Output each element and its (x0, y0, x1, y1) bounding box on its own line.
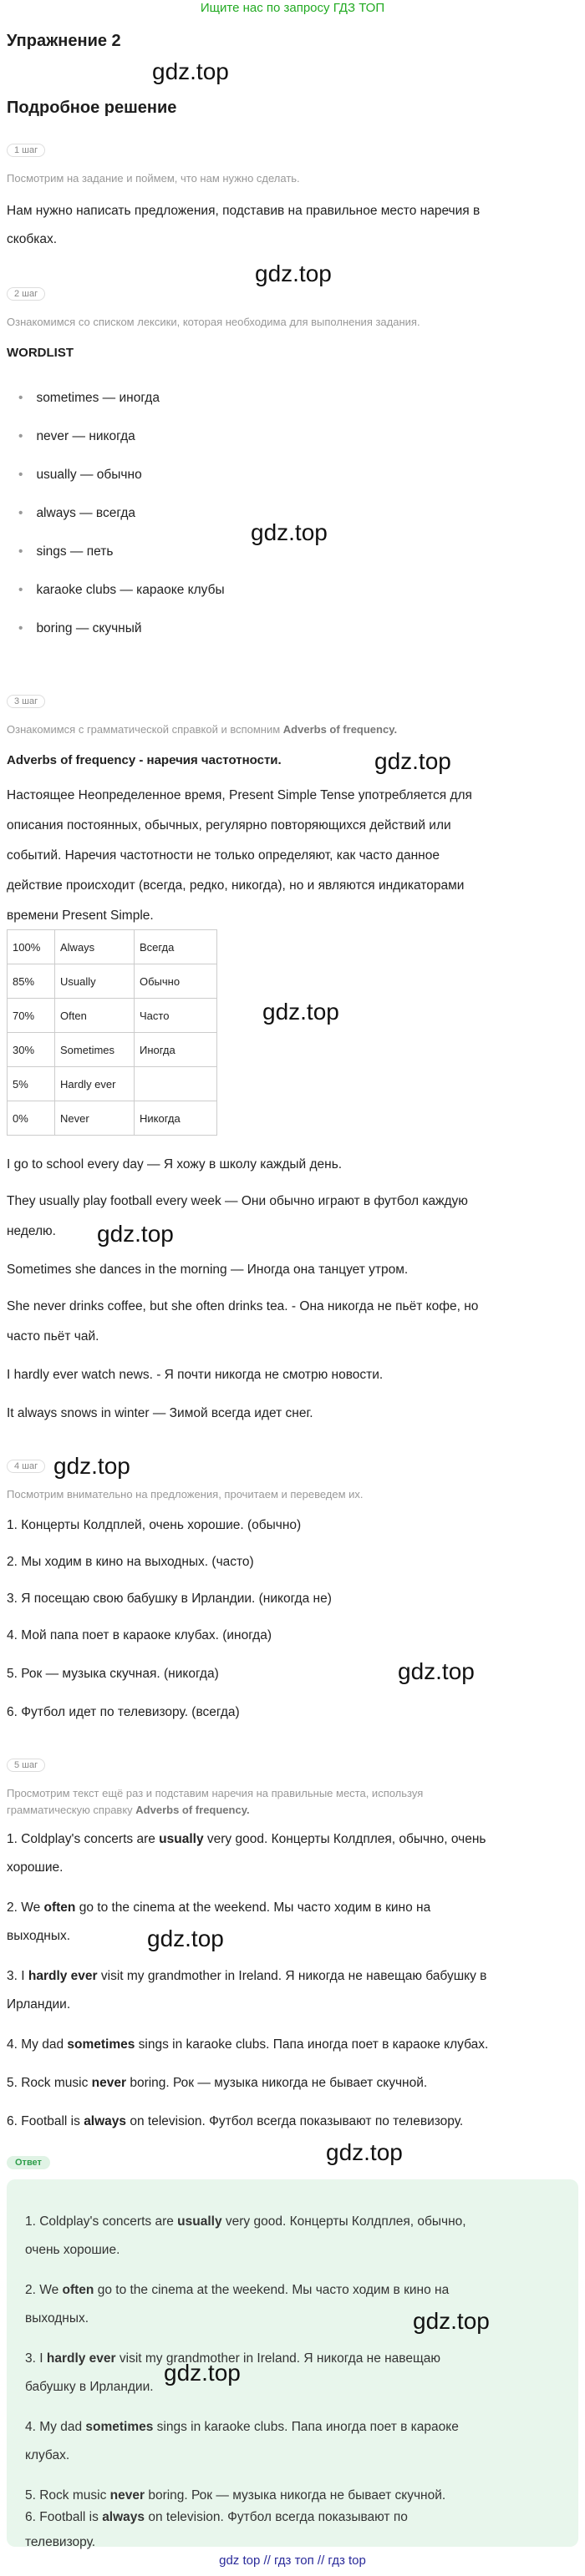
step-5-hint: Просмотрим текст ещё раз и подставим наречия на правильные места, используя (7, 1787, 424, 1799)
task-sentence: 1. Концерты Колдплей, очень хорошие. (обычно) (7, 1518, 302, 1532)
watermark: gdz.top (164, 2360, 241, 2386)
step-1-text-cont: скобках. (7, 232, 58, 246)
wordlist-item: • karaoke clubs — караоке клубы (18, 583, 225, 598)
table-row: 0% Never Никогда (8, 1101, 217, 1136)
wordlist-item: • always — всегда (18, 506, 135, 521)
step-badge-2: 2 шаг (7, 287, 45, 301)
table-row: 85% Usually Обычно (8, 964, 217, 999)
frequency-table (7, 929, 217, 1136)
solution-sentence: 5. Rock music never boring. Рок — музыка никогда не бывает скучной. (7, 2076, 428, 2090)
step-badge-3: 3 шаг (7, 695, 45, 708)
watermark: gdz.top (97, 1221, 174, 1247)
solution-sentence: 4. My dad sometimes sings in karaoke clubs. Папа иногда поет в караоке клубах. (7, 2037, 489, 2052)
answer-sentence-cont: бабушку в Ирландии. (25, 2380, 154, 2394)
wordlist-item: • boring — скучный (18, 621, 142, 636)
wordlist-item: • never — никогда (18, 429, 135, 444)
answer-sentence: 5. Rock music never boring. Рок — музыка никогда не бывает скучной. (25, 2488, 446, 2503)
grammar-paragraph: Настоящее Неопределенное время, Present Simple Tense употребляется для (7, 788, 472, 802)
task-sentence: 3. Я посещаю свою бабушку в Ирландии. (никогда не) (7, 1592, 332, 1606)
task-sentence: 2. Мы ходим в кино на выходных. (часто) (7, 1555, 254, 1569)
grammar-heading: Adverbs of frequency - наречия частотности. (7, 753, 282, 767)
step-badge-4: 4 шаг (7, 1460, 45, 1473)
task-sentence: 5. Рок — музыка скучная. (никогда) (7, 1667, 219, 1681)
watermark: gdz.top (413, 2308, 490, 2334)
solution-sentence-cont: Ирландии. (7, 1997, 71, 2012)
promo-banner[interactable]: Ищите нас по запросу ГДЗ ТОП (200, 1, 385, 15)
step-2-hint: Ознакомимся со списком лексики, которая необходима для выполнения задания. (7, 316, 420, 328)
watermark: gdz.top (262, 999, 339, 1025)
watermark: gdz.top (326, 2139, 403, 2165)
example-sentence: Sometimes she dances in the morning — Иногда она танцует утром. (7, 1263, 409, 1277)
table-row: 5% Hardly ever (8, 1067, 217, 1101)
example-sentence: I go to school every day — Я хожу в школу каждый день. (7, 1157, 343, 1172)
solution-sentence: 3. I hardly ever visit my grandmother in Ireland. Я никогда не навещаю бабушку в (7, 1969, 487, 1983)
wordlist-title: WORDLIST (7, 346, 74, 360)
answer-sentence: 1. Coldplay's concerts are usually very good. Концерты Колдплея, обычно, (25, 2214, 466, 2229)
example-sentence: It always snows in winter — Зимой всегда идет снег. (7, 1406, 313, 1420)
answer-sentence: 6. Football is always on television. Футбол всегда показывают по (25, 2510, 408, 2524)
watermark: gdz.top (255, 261, 332, 286)
step-3-hint: Ознакомимся с грамматической справкой и вспомним Adverbs of frequency. (7, 723, 398, 736)
example-sentence-cont: часто пьёт чай. (7, 1329, 99, 1344)
wordlist-item: • sings — петь (18, 544, 113, 559)
footer-links[interactable]: gdz top // гдз топ // гдз top (219, 2553, 366, 2568)
answer-sentence-cont: очень хорошие. (25, 2243, 120, 2257)
example-sentence: I hardly ever watch news. - Я почти никогда не смотрю новости. (7, 1368, 384, 1382)
answer-sentence-cont: клубах. (25, 2448, 70, 2462)
grammar-paragraph: действие происходит (всегда, редко, никогда), но и являются индикаторами (7, 878, 465, 893)
task-sentence: 6. Футбол идет по телевизору. (всегда) (7, 1705, 240, 1719)
example-sentence: She never drinks coffee, but she often drinks tea. - Она никогда не пьёт кофе, но (7, 1299, 479, 1313)
watermark: gdz.top (152, 58, 229, 84)
watermark: gdz.top (251, 519, 328, 545)
answer-sentence: 3. I hardly ever visit my grandmother in Ireland. Я никогда не навещаю (25, 2351, 440, 2366)
solution-title: Подробное решение (7, 99, 177, 117)
answer-sentence-cont: выходных. (25, 2311, 89, 2325)
grammar-paragraph: времени Present Simple. (7, 908, 154, 923)
answer-sentence: 4. My dad sometimes sings in karaoke clubs. Папа иногда поет в караоке (25, 2420, 459, 2434)
solution-sentence: 1. Coldplay's concerts are usually very good. Концерты Колдплея, обычно, очень (7, 1832, 486, 1846)
solution-sentence: 2. We often go to the cinema at the weekend. Мы часто ходим в кино на (7, 1900, 431, 1915)
task-sentence: 4. Мой папа поет в караоке клубах. (иногда) (7, 1628, 272, 1642)
step-badge-1: 1 шаг (7, 144, 45, 157)
answer-sentence: 2. We often go to the cinema at the weekend. Мы часто ходим в кино на (25, 2283, 450, 2297)
step-badge-5: 5 шаг (7, 1759, 45, 1772)
example-sentence-cont: неделю. (7, 1224, 56, 1238)
table-row: 70% Often Часто (8, 999, 217, 1033)
solution-sentence-cont: хорошие. (7, 1860, 64, 1875)
exercise-title: Упражнение 2 (7, 32, 121, 50)
watermark: gdz.top (147, 1926, 224, 1951)
solution-sentence-cont: выходных. (7, 1929, 71, 1943)
step-4-hint: Посмотрим внимательно на предложения, прочитаем и переведем их. (7, 1488, 364, 1501)
grammar-paragraph: событий. Наречия частотности не только определяют, как часто данное (7, 848, 440, 863)
grammar-paragraph: описания постоянных, обычных, регулярно повторяющихся действий или (7, 818, 451, 833)
wordlist-item: • usually — обычно (18, 468, 142, 483)
answer-sentence-cont: телевизору. (25, 2535, 96, 2549)
table-row: 100% Always Всегда (8, 930, 217, 964)
solution-sentence: 6. Football is always on television. Футбол всегда показывают по телевизору. (7, 2114, 464, 2128)
step-5-hint-cont: грамматическую справку Adverbs of frequency. (7, 1804, 250, 1816)
watermark: gdz.top (53, 1453, 130, 1479)
step-1-text: Нам нужно написать предложения, подставив на правильное место наречия в (7, 204, 481, 218)
watermark: gdz.top (374, 748, 451, 774)
step-1-hint: Посмотрим на задание и поймем, что нам нужно сделать. (7, 172, 300, 185)
wordlist-item: • sometimes — иногда (18, 391, 160, 406)
watermark: gdz.top (398, 1658, 475, 1684)
table-row: 30% Sometimes Иногда (8, 1033, 217, 1067)
example-sentence: They usually play football every week — Они обычно играют в футбол каждую (7, 1194, 468, 1208)
answer-badge: Ответ (7, 2156, 50, 2169)
